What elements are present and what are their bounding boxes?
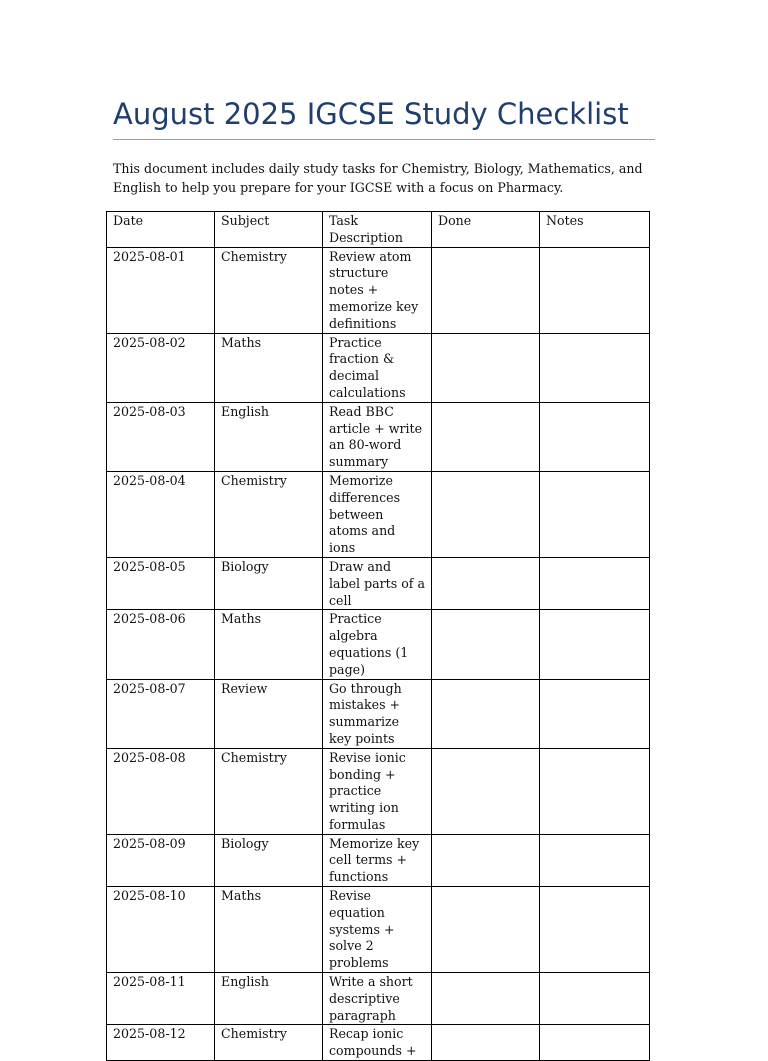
cell-subject: Review bbox=[215, 679, 323, 748]
cell-notes[interactable] bbox=[540, 834, 650, 886]
cell-task: Memorize key cell terms + functions bbox=[323, 834, 432, 886]
cell-notes[interactable] bbox=[540, 471, 650, 557]
cell-date: 2025-08-07 bbox=[107, 679, 215, 748]
cell-task: Write a short descriptive paragraph bbox=[323, 973, 432, 1025]
table-row bbox=[107, 333, 650, 402]
table-row bbox=[107, 748, 650, 834]
header-subject: Subject bbox=[215, 212, 323, 248]
cell-task: Recap ionic compounds + bbox=[323, 1025, 432, 1061]
cell-done[interactable] bbox=[432, 973, 540, 1025]
cell-notes[interactable] bbox=[540, 748, 650, 834]
intro-paragraph: This document includes daily study tasks for Chemistry, Biology, Mathematics, and English to help you prepare for your IGCSE with a focus on Pharmacy. bbox=[113, 161, 643, 195]
cell-notes[interactable] bbox=[540, 557, 650, 609]
cell-notes[interactable] bbox=[540, 1025, 650, 1061]
cell-date: 2025-08-05 bbox=[107, 557, 215, 609]
table-row bbox=[107, 557, 650, 609]
cell-notes[interactable] bbox=[540, 402, 650, 471]
cell-subject: Maths bbox=[215, 333, 323, 402]
cell-notes[interactable] bbox=[540, 247, 650, 333]
cell-task: Practice fraction & decimal calculations bbox=[323, 333, 432, 402]
cell-task: Revise ionic bonding + practice writing ion formulas bbox=[323, 748, 432, 834]
cell-subject: English bbox=[215, 402, 323, 471]
cell-done[interactable] bbox=[432, 402, 540, 471]
cell-date: 2025-08-06 bbox=[107, 610, 215, 679]
cell-done[interactable] bbox=[432, 247, 540, 333]
cell-done[interactable] bbox=[432, 610, 540, 679]
cell-subject: Chemistry bbox=[215, 748, 323, 834]
table-row bbox=[107, 887, 650, 973]
title-underline bbox=[113, 139, 655, 140]
cell-subject: Maths bbox=[215, 887, 323, 973]
header-date: Date bbox=[107, 212, 215, 248]
table-row bbox=[107, 247, 650, 333]
header-done: Done bbox=[432, 212, 540, 248]
table-row bbox=[107, 1025, 650, 1061]
cell-date: 2025-08-08 bbox=[107, 748, 215, 834]
cell-date: 2025-08-10 bbox=[107, 887, 215, 973]
cell-notes[interactable] bbox=[540, 610, 650, 679]
cell-subject: Maths bbox=[215, 610, 323, 679]
cell-date: 2025-08-03 bbox=[107, 402, 215, 471]
table-header-row bbox=[107, 212, 650, 248]
table-row bbox=[107, 679, 650, 748]
cell-task: Read BBC article + write an 80-word summary bbox=[323, 402, 432, 471]
cell-date: 2025-08-04 bbox=[107, 471, 215, 557]
cell-date: 2025-08-02 bbox=[107, 333, 215, 402]
cell-date: 2025-08-01 bbox=[107, 247, 215, 333]
table-row bbox=[107, 402, 650, 471]
cell-task: Draw and label parts of a cell bbox=[323, 557, 432, 609]
cell-subject: Chemistry bbox=[215, 247, 323, 333]
study-checklist-table bbox=[106, 211, 650, 1061]
cell-date: 2025-08-12 bbox=[107, 1025, 215, 1061]
table-row bbox=[107, 471, 650, 557]
cell-subject: English bbox=[215, 973, 323, 1025]
cell-done[interactable] bbox=[432, 748, 540, 834]
cell-notes[interactable] bbox=[540, 679, 650, 748]
header-task-description: Task Description bbox=[323, 212, 432, 248]
header-notes: Notes bbox=[540, 212, 650, 248]
cell-task: Go through mistakes + summarize key points bbox=[323, 679, 432, 748]
cell-done[interactable] bbox=[432, 333, 540, 402]
cell-done[interactable] bbox=[432, 679, 540, 748]
cell-subject: Biology bbox=[215, 557, 323, 609]
cell-done[interactable] bbox=[432, 471, 540, 557]
cell-done[interactable] bbox=[432, 1025, 540, 1061]
cell-task: Review atom structure notes + memorize key definitions bbox=[323, 247, 432, 333]
table-row bbox=[107, 834, 650, 886]
cell-task: Practice algebra equations (1 page) bbox=[323, 610, 432, 679]
cell-task: Memorize differences between atoms and ions bbox=[323, 471, 432, 557]
cell-notes[interactable] bbox=[540, 973, 650, 1025]
cell-date: 2025-08-11 bbox=[107, 973, 215, 1025]
cell-done[interactable] bbox=[432, 834, 540, 886]
cell-subject: Chemistry bbox=[215, 1025, 323, 1061]
cell-done[interactable] bbox=[432, 887, 540, 973]
cell-notes[interactable] bbox=[540, 887, 650, 973]
cell-done[interactable] bbox=[432, 557, 540, 609]
cell-subject: Chemistry bbox=[215, 471, 323, 557]
cell-task: Revise equation systems + solve 2 problems bbox=[323, 887, 432, 973]
cell-notes[interactable] bbox=[540, 333, 650, 402]
table-row bbox=[107, 973, 650, 1025]
cell-subject: Biology bbox=[215, 834, 323, 886]
cell-date: 2025-08-09 bbox=[107, 834, 215, 886]
document-title: August 2025 IGCSE Study Checklist bbox=[113, 97, 629, 131]
table-row bbox=[107, 610, 650, 679]
